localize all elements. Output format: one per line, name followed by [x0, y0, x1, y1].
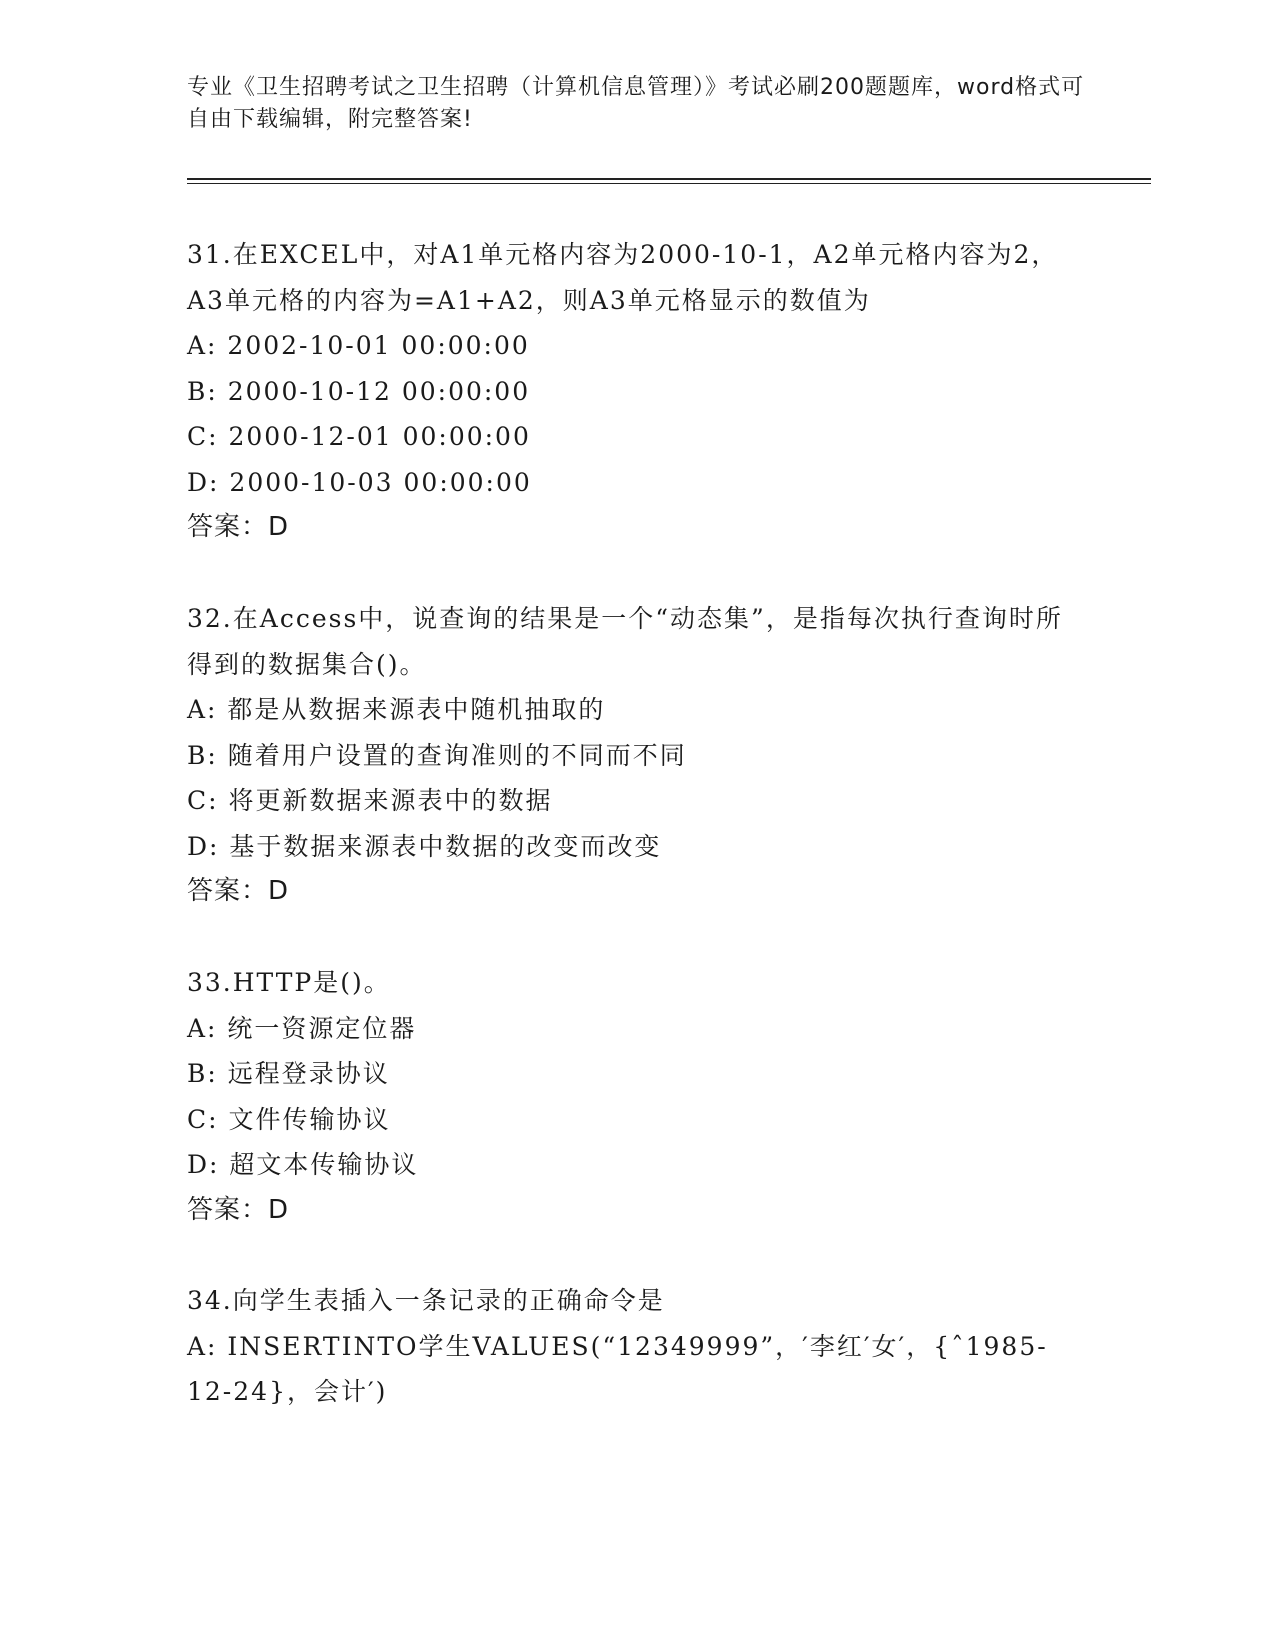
header-divider-thin: [187, 183, 1151, 184]
header-divider: [187, 178, 1151, 180]
question-33: [187, 960, 1067, 1233]
question-32: [187, 596, 1067, 915]
question-stem: 33.HTTP是()。: [187, 968, 391, 997]
option-a: A: 都是从数据来源表中随机抽取的: [187, 695, 606, 724]
answer: 答案：D: [187, 512, 290, 542]
option-d: D: 基于数据来源表中数据的改变而改变: [187, 831, 662, 861]
answer: 答案：D: [187, 876, 290, 906]
document-header: 专业《卫生招聘考试之卫生招聘（计算机信息管理）》考试必刷200题题库，word格式可自由下载编辑，附完整答案!: [187, 75, 1085, 132]
option-b: B: 2000-10-12 00:00:00: [187, 376, 531, 406]
question-stem: 34.向学生表插入一条记录的正确命令是: [187, 1286, 665, 1315]
option-a: A: INSERTINTO学生VALUES(“12349999”，′李红′女′，{ˆ1985-12-24}，会计′): [187, 1331, 1048, 1406]
option-c: C: 将更新数据来源表中的数据: [187, 786, 553, 815]
question-stem: 32.在Access中，说查询的结果是一个“动态集”，是指每次执行查询时所得到的数据集合()。: [187, 604, 1063, 679]
option-a: A: 2002-10-01 00:00:00: [187, 331, 530, 360]
question-31: [187, 232, 1067, 551]
option-c: C: 文件传输协议: [187, 1104, 391, 1134]
option-d: D: 超文本传输协议: [187, 1150, 419, 1179]
question-stem: 31.在EXCEL中，对A1单元格内容为2000-10-1，A2单元格内容为2，A3单元格的内容为=A1+A2，则A3单元格显示的数值为: [187, 240, 1059, 315]
option-d: D: 2000-10-03 00:00:00: [187, 467, 532, 497]
option-c: C: 2000-12-01 00:00:00: [187, 422, 531, 451]
question-34: [187, 1278, 1067, 1415]
option-b: B: 远程登录协议: [187, 1059, 390, 1088]
answer: 答案：D: [187, 1194, 290, 1225]
option-b: B: 随着用户设置的查询准则的不同而不同: [187, 740, 687, 770]
option-a: A: 统一资源定位器: [187, 1013, 417, 1043]
